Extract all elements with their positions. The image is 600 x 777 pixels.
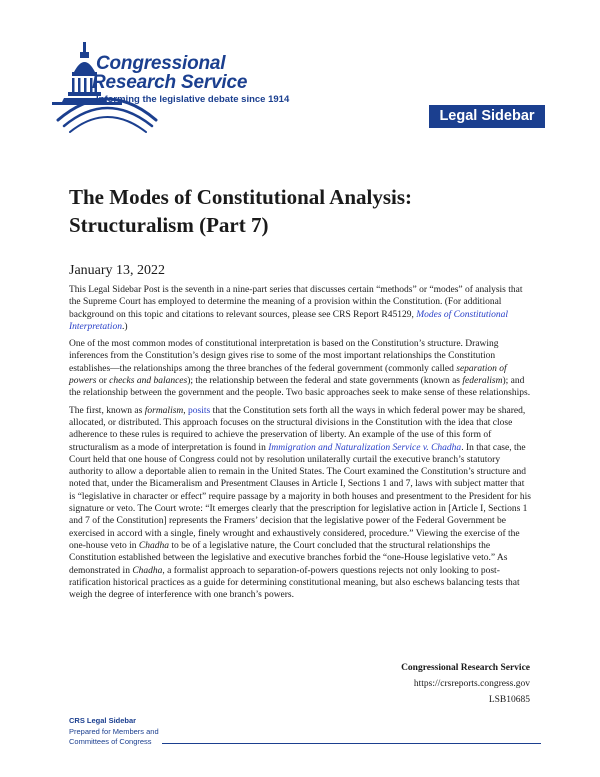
document-title (69, 183, 539, 239)
document-body (69, 284, 532, 606)
paragraph-text: or (96, 376, 110, 387)
paragraph-intro (69, 284, 532, 333)
paragraph-text: , a formalist approach to separation-of-powers questions rejects not only looking to post-ratification historical practices as a guide for determining constitutional meaning, but also eschews balancing tests that weigh the degree of interference with one branch’s powers. (69, 565, 520, 601)
paragraph-text: This Legal Sidebar Post is the seventh in a nine-part series that discusses certain “methods” or “modes” of analysis that the Supreme Court has employed to determine the meaning of a provision within the Constitution. (For additional background on this topic and citations to relevant sources, please see CRS Report R45129, (69, 285, 523, 320)
paragraph-text: The first, known as (69, 405, 145, 416)
footer (69, 716, 159, 748)
footer-divider (162, 743, 541, 744)
chadha-case-link[interactable]: Immigration and Naturalization Service v. Chadha (268, 442, 462, 453)
title-line-1: The Modes of Constitutional Analysis: (69, 185, 413, 209)
paragraph-text: to be of a legislative nature, the Court concluded that the structural relationships the Constitution established between the legislative and executive branches forbid the “one-House legislative veto.” As demonstrated in (69, 540, 508, 576)
signature-block (401, 660, 530, 708)
signature-org: Congressional Research Service (401, 663, 530, 673)
title-line-2: Structuralism (Part 7) (69, 213, 269, 237)
paragraph-text: , (183, 405, 189, 416)
publication-date: January 13, 2022 (69, 263, 166, 278)
emphasis-text: Chadha (132, 565, 163, 576)
footer-label: CRS Legal Sidebar (69, 716, 137, 725)
paragraph-text: . In that case, the Court held that one house of Congress could not by resolution unilaterally curtail the executive branch’s statutory authority to allow a deportable alien to remain in the United States. The Court examined the Constitution’s structure and noted that, under the Bicameralism and Presentment Clauses in Article I, Sections 1 and 7, laws with subject matter that is “legislative in character or effect” require passage by a majority in both houses and presentment to the President for his signature or veto. The Court wrote: “It emerges clearly that the prescription for legislative action in [Article I, Sections 1 and 7 of the Constitution] represents the Framers’ decision that the legislative power of the Federal Government be exercised in accord with a single, finely wrought and exhaustively considered, procedure.” Viewing the exercise of the one-house veto in (69, 442, 532, 551)
emphasis-text: checks and balances (109, 376, 188, 387)
footer-line-2: Committees of Congress (69, 737, 152, 746)
signature-url[interactable]: https://crsreports.congress.gov (413, 679, 530, 689)
paragraph-text: ); and the relationship between the government and the people. Two basic approaches seek to make sense of these relationships. (69, 376, 531, 399)
emphasis-text: separation of powers (69, 363, 507, 387)
crs-report-link[interactable]: Modes of Constitutional Interpretation (69, 309, 509, 332)
logo-tagline: Informing the legislative debate since 1914 (96, 94, 290, 105)
crs-logo (52, 38, 372, 148)
paragraph-text: .) (121, 321, 128, 332)
logo-wordmark-line1: Congressional (96, 53, 226, 74)
paragraph-structure (69, 338, 532, 399)
posits-link[interactable]: posits (188, 405, 211, 416)
footer-line-1: Prepared for Members and (69, 726, 159, 736)
paragraph-text: ); the relationship between the federal and state governments (known as (187, 376, 463, 387)
paragraph-formalism (69, 405, 532, 602)
emphasis-text: formalism (144, 405, 184, 416)
paragraph-text: that the Constitution sets forth all the ways in which federal power may be shared, allocated, or distributed. This approach focuses on the structural divisions in the Constitution with the idea that close adherence to these rules is required to achieve the preservation of liberty. An example of the use of this form of structuralism as a mode of interpretation is found in (69, 405, 526, 453)
legal-sidebar-badge: Legal Sidebar (429, 105, 545, 128)
report-code: LSB10685 (488, 695, 530, 705)
emphasis-text: Chadha (138, 540, 170, 551)
emphasis-text: federalism (462, 376, 503, 387)
paragraph-text: One of the most common modes of constitutional interpretation is based on the Constitution’s structure. Drawing inferences from the Constitution’s design gives rise to some of the most important relationships the Constitution establishes—the relationships among the three branches of the federal government (commonly called (69, 339, 499, 374)
logo-wordmark-line2: Research Service (92, 72, 248, 93)
